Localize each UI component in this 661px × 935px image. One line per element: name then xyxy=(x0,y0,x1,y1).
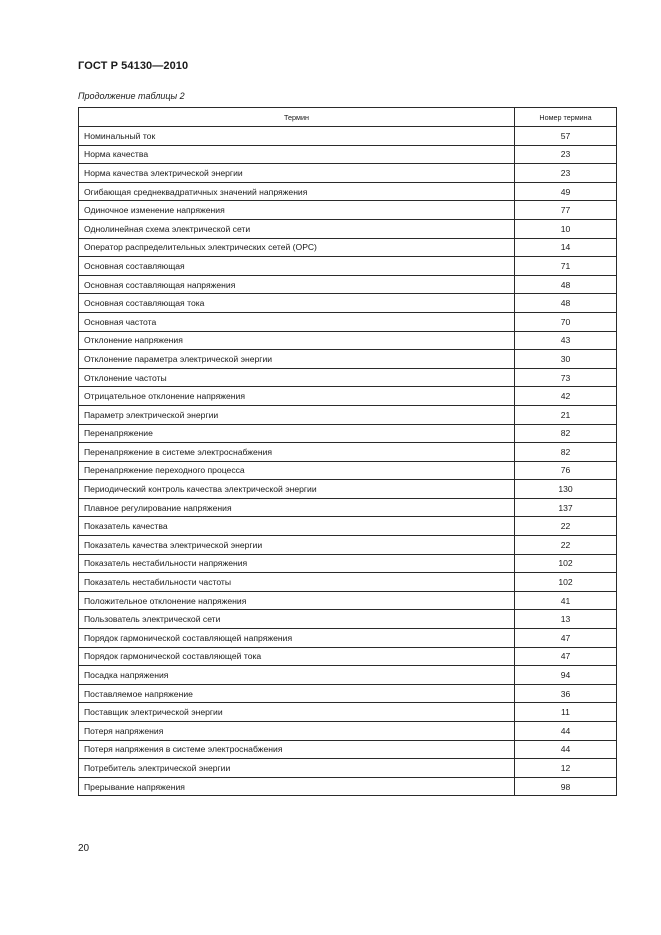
term-number-cell: 48 xyxy=(515,294,617,313)
term-cell: Прерывание напряжения xyxy=(79,777,515,796)
table-row xyxy=(79,257,617,276)
term-number-cell: 82 xyxy=(515,443,617,462)
term-cell: Основная составляющая тока xyxy=(79,294,515,313)
term-cell: Номинальный ток xyxy=(79,127,515,146)
term-cell: Периодический контроль качества электрической энергии xyxy=(79,480,515,499)
term-cell: Оператор распределительных электрических сетей (ОРС) xyxy=(79,238,515,257)
document-title: ГОСТ Р 54130—2010 xyxy=(78,60,189,72)
term-cell: Отклонение частоты xyxy=(79,368,515,387)
term-cell: Основная составляющая напряжения xyxy=(79,275,515,294)
term-number-cell: 47 xyxy=(515,647,617,666)
term-cell: Показатель нестабильности частоты xyxy=(79,573,515,592)
term-cell: Основная составляющая xyxy=(79,257,515,276)
term-cell: Потеря напряжения в системе электроснабжения xyxy=(79,740,515,759)
term-cell: Огибающая среднеквадратичных значений напряжения xyxy=(79,182,515,201)
term-number-cell: 82 xyxy=(515,424,617,443)
table-row xyxy=(79,201,617,220)
page-number: 20 xyxy=(78,843,90,854)
term-number-cell: 30 xyxy=(515,350,617,369)
term-number-cell: 94 xyxy=(515,666,617,685)
table-row xyxy=(79,722,617,741)
table-row xyxy=(79,703,617,722)
term-number-cell: 77 xyxy=(515,201,617,220)
term-number-cell: 71 xyxy=(515,257,617,276)
table-row xyxy=(79,387,617,406)
term-number-cell: 73 xyxy=(515,368,617,387)
column-header-number: Номер термина xyxy=(515,108,617,127)
term-number-cell: 23 xyxy=(515,145,617,164)
term-cell: Отрицательное отклонение напряжения xyxy=(79,387,515,406)
term-cell: Пользователь электрической сети xyxy=(79,610,515,629)
term-number-cell: 44 xyxy=(515,722,617,741)
term-number-cell: 70 xyxy=(515,312,617,331)
term-cell: Поставляемое напряжение xyxy=(79,684,515,703)
table-row xyxy=(79,480,617,499)
table-row xyxy=(79,238,617,257)
table-row xyxy=(79,145,617,164)
term-number-cell: 102 xyxy=(515,554,617,573)
term-cell: Параметр электрической энергии xyxy=(79,405,515,424)
term-number-cell: 98 xyxy=(515,777,617,796)
term-number-cell: 57 xyxy=(515,127,617,146)
term-cell: Посадка напряжения xyxy=(79,666,515,685)
table-row xyxy=(79,498,617,517)
term-number-cell: 22 xyxy=(515,517,617,536)
term-number-cell: 11 xyxy=(515,703,617,722)
term-number-cell: 130 xyxy=(515,480,617,499)
term-cell: Плавное регулирование напряжения xyxy=(79,498,515,517)
column-header-term: Термин xyxy=(79,108,515,127)
term-cell: Порядок гармонической составляющей напряжения xyxy=(79,629,515,648)
term-number-cell: 44 xyxy=(515,740,617,759)
table-row xyxy=(79,647,617,666)
table-row xyxy=(79,368,617,387)
term-cell: Отклонение параметра электрической энергии xyxy=(79,350,515,369)
term-number-cell: 137 xyxy=(515,498,617,517)
table-row xyxy=(79,182,617,201)
term-number-cell: 47 xyxy=(515,629,617,648)
term-cell: Показатель нестабильности напряжения xyxy=(79,554,515,573)
term-number-cell: 36 xyxy=(515,684,617,703)
term-number-cell: 42 xyxy=(515,387,617,406)
table-row xyxy=(79,405,617,424)
table-row xyxy=(79,536,617,555)
table-row xyxy=(79,610,617,629)
term-number-cell: 48 xyxy=(515,275,617,294)
terms-index-table xyxy=(78,107,617,796)
term-cell: Отклонение напряжения xyxy=(79,331,515,350)
table-row xyxy=(79,666,617,685)
table-row xyxy=(79,164,617,183)
table-row xyxy=(79,424,617,443)
table-header-row xyxy=(79,108,617,127)
term-cell: Одиночное изменение напряжения xyxy=(79,201,515,220)
term-number-cell: 49 xyxy=(515,182,617,201)
table-row xyxy=(79,554,617,573)
table-row xyxy=(79,275,617,294)
table-row xyxy=(79,294,617,313)
term-cell: Показатель качества xyxy=(79,517,515,536)
table-row xyxy=(79,331,617,350)
table-row xyxy=(79,127,617,146)
table-row xyxy=(79,759,617,778)
term-number-cell: 22 xyxy=(515,536,617,555)
term-cell: Основная частота xyxy=(79,312,515,331)
term-cell: Потребитель электрической энергии xyxy=(79,759,515,778)
table-row xyxy=(79,219,617,238)
table-row xyxy=(79,573,617,592)
term-cell: Поставщик электрической энергии xyxy=(79,703,515,722)
table-row xyxy=(79,443,617,462)
table-row xyxy=(79,684,617,703)
term-cell: Показатель качества электрической энергии xyxy=(79,536,515,555)
term-number-cell: 10 xyxy=(515,219,617,238)
term-number-cell: 14 xyxy=(515,238,617,257)
term-cell: Порядок гармонической составляющей тока xyxy=(79,647,515,666)
table-row xyxy=(79,350,617,369)
term-number-cell: 21 xyxy=(515,405,617,424)
term-cell: Норма качества xyxy=(79,145,515,164)
term-cell: Положительное отклонение напряжения xyxy=(79,591,515,610)
term-cell: Перенапряжение переходного процесса xyxy=(79,461,515,480)
term-cell: Потеря напряжения xyxy=(79,722,515,741)
term-number-cell: 43 xyxy=(515,331,617,350)
term-number-cell: 13 xyxy=(515,610,617,629)
term-number-cell: 102 xyxy=(515,573,617,592)
table-row xyxy=(79,740,617,759)
table-row xyxy=(79,591,617,610)
table-body xyxy=(79,127,617,796)
term-cell: Перенапряжение xyxy=(79,424,515,443)
term-number-cell: 23 xyxy=(515,164,617,183)
term-cell: Перенапряжение в системе электроснабжения xyxy=(79,443,515,462)
term-cell: Однолинейная схема электрической сети xyxy=(79,219,515,238)
table-row xyxy=(79,517,617,536)
table-row xyxy=(79,629,617,648)
table-row xyxy=(79,777,617,796)
term-number-cell: 12 xyxy=(515,759,617,778)
table-caption: Продолжение таблицы 2 xyxy=(78,91,185,101)
table-row xyxy=(79,461,617,480)
table-row xyxy=(79,312,617,331)
term-number-cell: 76 xyxy=(515,461,617,480)
term-number-cell: 41 xyxy=(515,591,617,610)
term-cell: Норма качества электрической энергии xyxy=(79,164,515,183)
